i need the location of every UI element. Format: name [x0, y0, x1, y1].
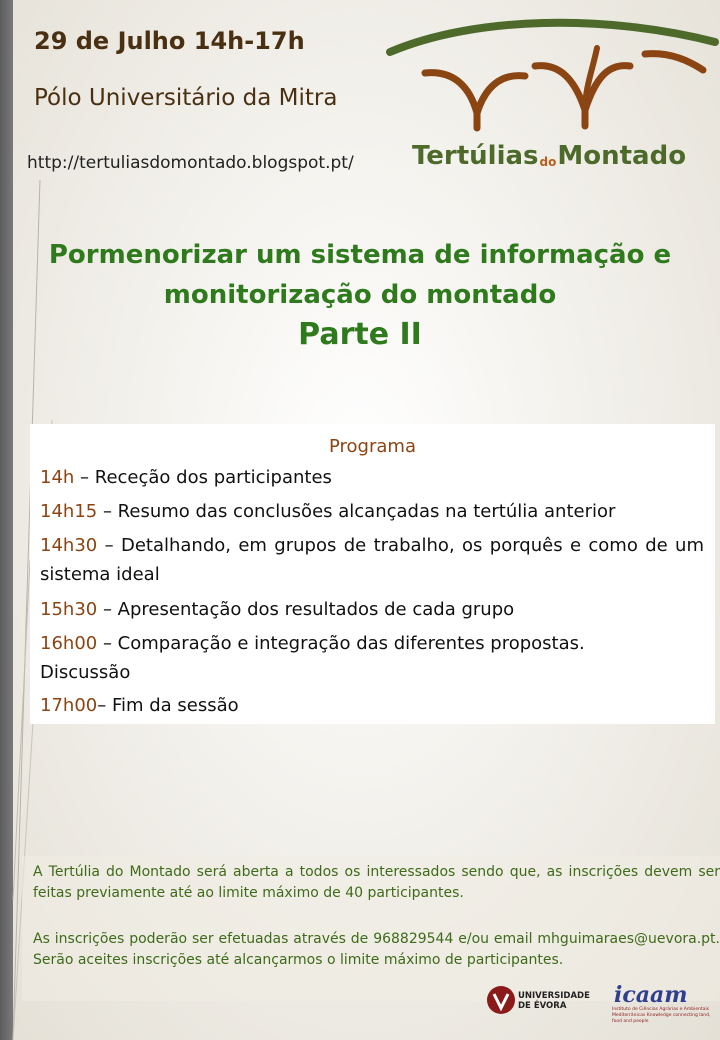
program-item-sep: – [97, 535, 121, 556]
program-item [40, 595, 704, 624]
logo-word-do: do [539, 155, 557, 169]
program-item-text: Comparação e integração das diferentes propostas. Discussão [40, 633, 585, 683]
program-item [40, 463, 704, 492]
logo-word-montado: Montado [557, 141, 687, 171]
program-item-sep: – [97, 599, 118, 620]
program-box [30, 424, 715, 724]
title-line-3: Parte II [298, 317, 422, 352]
program-item-sep: – [74, 467, 95, 488]
program-item-text: Fim da sessão [111, 695, 239, 716]
program-item [40, 531, 704, 589]
icaam-logo: icaam [614, 982, 688, 1008]
program-item-time: 14h [40, 467, 75, 488]
page-title [0, 235, 720, 355]
title-line-2: monitorização do montado [163, 280, 557, 310]
program-item-sep: – [97, 501, 118, 522]
program-item-time: 16h00 [40, 633, 98, 654]
registration-contact: As inscrições poderão ser efetuadas através de 968829544 e/ou email mhguimaraes@uevora.pt. Serão aceites inscrições até alcançarmos o limite máximo de participantes. [33, 931, 720, 968]
program-item-text: Detalhando, em grupos de trabalho, os porquês e como de um sistema ideal [40, 535, 704, 585]
ue-line-1: UNIVERSIDADE [518, 991, 590, 1001]
program-heading: Programa [329, 436, 416, 457]
program-item [40, 691, 704, 720]
ue-line-2: DE ÉVORA [518, 1001, 567, 1011]
logo-wordmark [412, 141, 686, 171]
registration-info: A Tertúlia do Montado será aberta a todos os interessados sendo que, as inscrições devem ser feitas previamente até ao limite máximo de 40 participantes. [33, 864, 720, 901]
blog-link[interactable]: http://tertuliasdomontado.blogspot.pt/ [27, 153, 354, 173]
title-line-1: Pormenorizar um sistema de informação e [48, 240, 672, 270]
program-item-text: Resumo das conclusões alcançadas na tertúlia anterior [117, 501, 616, 522]
program-item-text: Apresentação dos resultados de cada grupo [117, 599, 515, 620]
program-item-time: 17h00 [40, 695, 98, 716]
program-item-sep: – [97, 633, 118, 654]
program-item-time: 15h30 [40, 599, 98, 620]
program-item [40, 497, 704, 526]
logo-word-tertulias: Tertúlias [412, 141, 539, 171]
event-date: 29 de Julho 14h-17h [34, 27, 305, 55]
event-venue: Pólo Universitário da Mitra [34, 85, 338, 111]
program-item [40, 629, 655, 687]
program-item-time: 14h30 [40, 535, 98, 556]
program-item-sep: – [97, 695, 112, 716]
universidade-evora-emblem-icon [486, 984, 516, 1016]
universidade-evora-logo [518, 991, 590, 1011]
program-item-time: 14h15 [40, 501, 98, 522]
program-item-text: Receção dos participantes [94, 467, 332, 488]
icaam-tagline: Instituto de Ciências Agrárias e Ambientais Mediterrânicas Knowledge connecting land, food and people [612, 1007, 711, 1024]
